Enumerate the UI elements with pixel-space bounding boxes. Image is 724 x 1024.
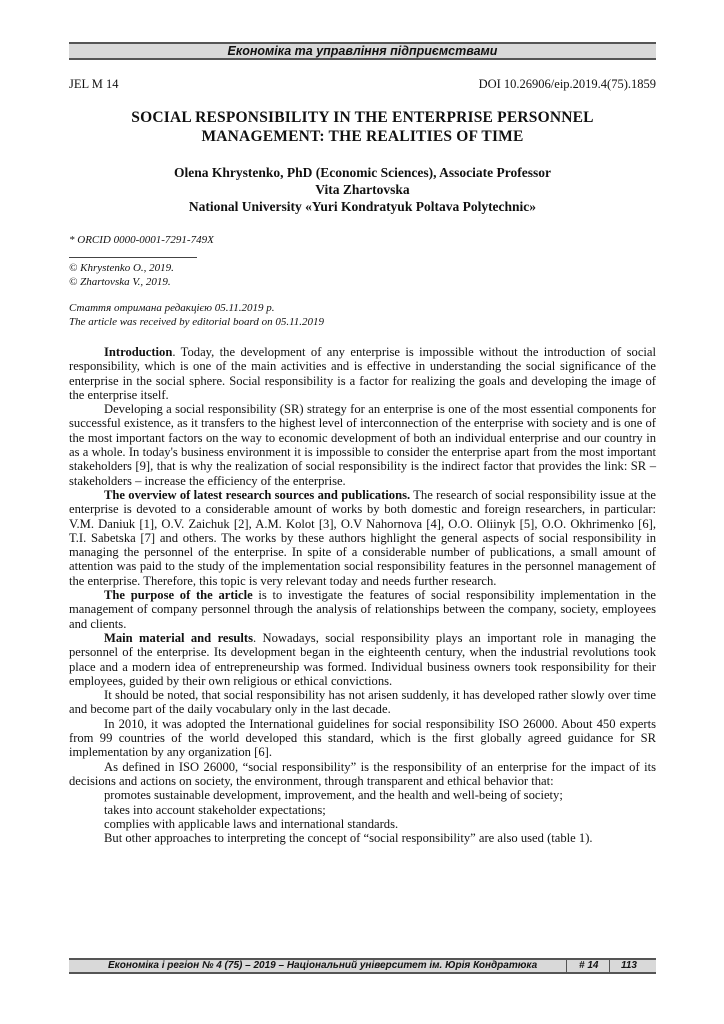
list-item: complies with applicable laws and international standards. <box>104 816 399 831</box>
orcid: * ORCID 0000-0001-7291-749X <box>69 234 214 246</box>
copyright-1: © Khrystenko O., 2019. <box>69 262 174 274</box>
paragraph-other-approaches: But other approaches to interpreting the concept of “social responsibility” are also used (table 1). <box>104 831 593 846</box>
footer-issue-number: # 14 <box>579 960 599 971</box>
paragraph-text: . Today, the development of any enterprise is impossible without the introduction of social responsibility, which is one of the main activities and is effective in understanding the social significance of the enterprise in the social sphere. Social responsibility is a factor for realizing the goals and developing the image of the enterprise itself. <box>69 345 656 402</box>
title-line-1: SOCIAL RESPONSIBILITY IN THE ENTERPRISE PERSONNEL <box>131 109 594 126</box>
author-block <box>69 164 656 215</box>
list-item: takes into account stakeholder expectations; <box>104 802 326 817</box>
paragraph-main-material <box>69 631 656 688</box>
paragraph-iso-definition: As defined in ISO 26000, “social responsibility” is the responsibility of an enterprise for the impact of its decisions and actions on society, the environment, through transparent and ethical behavior that: <box>69 759 656 788</box>
paragraph-overview <box>69 488 656 588</box>
article-body <box>69 345 656 845</box>
running-footer <box>69 958 656 974</box>
copyright-block <box>69 261 174 289</box>
footer-divider <box>609 958 610 974</box>
paragraph-sr-strategy: Developing a social responsibility (SR) strategy for an enterprise is one of the most essential components for successful existence, as it transfers to the highest level of interconnection of the enterprise with society and is one of the most important factors on the way to economic development of both an individual enterprise and our country in as a whole. In today's business environment it is impossible to consider the enterprise apart from the most important stakeholders [9], that is why the realization of social responsibility is the indirect factor that provides the link: SR – stakeholders – increase the efficiency of the enterprise. <box>69 402 656 488</box>
copyright-2: © Zhartovska V., 2019. <box>69 276 171 288</box>
paragraph-introduction <box>69 345 656 402</box>
section-head-introduction: Introduction <box>104 345 173 359</box>
footer-journal: Економіка і регіон № 4 (75) – 2019 – Національний університет ім. Юрія Кондратюка <box>108 960 538 971</box>
section-head-overview: The overview of latest research sources and publications. <box>104 487 411 502</box>
affiliation: National University «Yuri Kondratyuk Poltava Polytechnic» <box>188 199 537 214</box>
article-title <box>69 108 656 146</box>
paragraph-text: . Nowadays, social responsibility plays an important role in managing the personnel of the enterprise. Its development began in the eighteenth century, when the industrial revolutions took place and a modern idea of entrepreneurship was formed. Individual business owners took responsibility for their employees, guided by their own religious or ethical convictions. <box>69 630 656 688</box>
paragraph-purpose <box>69 588 656 631</box>
list-item: promotes sustainable development, improvement, and the health and well-being of society; <box>104 788 563 803</box>
section-head-purpose: The purpose of the article <box>104 588 253 603</box>
footnote-divider <box>69 257 197 258</box>
page-number: 113 <box>621 960 637 971</box>
paragraph-noted: It should be noted, that social responsibility has not arisen suddenly, it has developed rather slowly over time and become part of the daily vocabulary only in the last decade. <box>69 688 656 717</box>
running-header <box>69 42 656 60</box>
paragraph-text: The research of social responsibility issue at the enterprise is devoted to a considerable amount of works by both domestic and foreign researchers, in particular: V.M. Daniuk [1], O.V. Zaichuk [2], A.M. Kolot [3], O.V Nahornova [4], O.O. Oliinyk [5], O.O. Okhrimenko [6], T.I. Sabetska [7] and others. The works by these authors highlight the general aspects of social responsibility in managing the personnel of the enterprise. In spite of a considerable number of publications, a small amount of attention was paid to the study of the implementation social responsibility features in the personnel management of the enterprise. Therefore, this topic is very relevant today and needs further research. <box>69 487 656 588</box>
author-2: Vita Zhartovska <box>315 182 410 197</box>
section-head-main-material: Main material and results <box>104 630 254 645</box>
footer-divider <box>566 958 567 974</box>
doi: DOI 10.26906/eip.2019.4(75).1859 <box>478 77 656 91</box>
jel-code: JEL M 14 <box>69 77 119 91</box>
author-1: Olena Khrystenko, PhD (Economic Sciences), Associate Professor <box>174 165 551 180</box>
paragraph-text: is to investigate the features of social responsibility implementation in the management of company personnel through the analysis of relationships between the company, society, employees and clients. <box>69 588 656 631</box>
title-line-2: MANAGEMENT: THE REALITIES OF TIME <box>201 128 524 145</box>
received-ua: Стаття отримана редакцією 05.11.2019 р. <box>69 302 275 314</box>
journal-title: Економіка та управління підприємствами <box>227 44 498 58</box>
paragraph-iso-2010: In 2010, it was adopted the International guidelines for social responsibility ISO 26000. About 450 experts from 99 countries of the world developed this standard, which is the first globally agreed guidance for SR implementation by any organization [6]. <box>69 716 656 760</box>
received-en: The article was received by editorial board on 05.11.2019 <box>69 316 324 328</box>
received-block <box>69 301 324 329</box>
